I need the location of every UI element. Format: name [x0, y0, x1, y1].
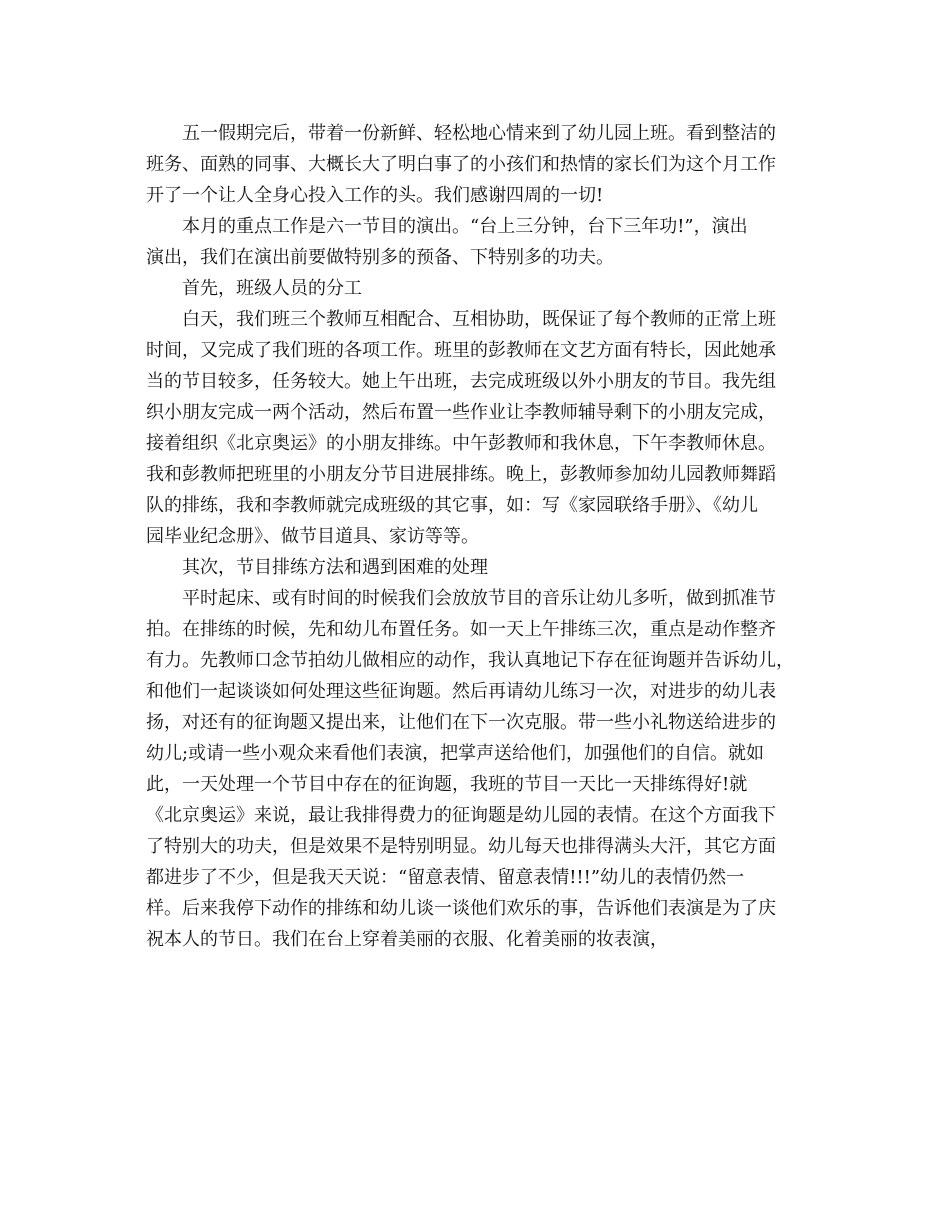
paragraph-line: 开了一个让人全身心投入工作的头。我们感谢四周的一切! [146, 185, 604, 206]
paragraph-line: 时间，又完成了我们班的各项工作。班里的彭教师在文艺方面有特长，因此她承 [146, 340, 776, 361]
paragraph-line: 我和彭教师把班里的小朋友分节目进展排练。晚上，彭教师参加幼儿园教师舞蹈 [146, 464, 776, 485]
paragraph-line: 幼儿;或请一些小观众来看他们表演，把掌声送给他们，加强他们的自信。就如 [146, 743, 765, 764]
paragraph-line: 拍。在排练的时候，先和幼儿布置任务。如一天上午排练三次，重点是动作整齐 [146, 619, 776, 640]
paragraph-line: 有力。先教师口念节拍幼儿做相应的动作，我认真地记下存在征询题并告诉幼儿， [146, 650, 794, 671]
paragraph-line: 演出，我们在演出前要做特别多的预备、下特别多的功夫。 [146, 247, 614, 268]
paragraph-line: 织小朋友完成一两个活动，然后布置一些作业让李教师辅导剩下的小朋友完成， [146, 402, 776, 423]
section-heading: 其次，节目排练方法和遇到困难的处理 [182, 557, 488, 578]
paragraph-line: 都进步了不少，但是我天天说：“留意表情、留意表情!!!”幼儿的表情仍然一 [146, 867, 745, 888]
paragraph-line: 五一假期完后，带着一份新鲜、轻松地心情来到了幼儿园上班。看到整洁的 [182, 123, 776, 144]
paragraph-line: 班务、面熟的同事、大概长大了明白事了的小孩们和热情的家长们为这个月工作 [146, 154, 776, 175]
section-heading: 首先，班级人员的分工 [182, 278, 362, 299]
paragraph-line: 本月的重点工作是六一节目的演出。“台上三分钟，台下三年功!”，演出 [182, 216, 748, 237]
paragraph-line: 接着组织《北京奥运》的小朋友排练。中午彭教师和我休息，下午李教师休息。 [146, 433, 776, 454]
paragraph-line: 队的排练，我和李教师就完成班级的其它事，如：写《家园联络手册》、《幼儿 [146, 495, 758, 516]
paragraph-line: 扬，对还有的征询题又提出来，让他们在下一次克服。带一些小礼物送给进步的 [146, 712, 776, 733]
paragraph-line: 祝本人的节日。我们在台上穿着美丽的衣服、化着美丽的妆表演， [146, 929, 668, 950]
document-body [146, 118, 814, 955]
paragraph-line: 和他们一起谈谈如何处理这些征询题。然后再请幼儿练习一次，对进步的幼儿表 [146, 681, 776, 702]
paragraph-line: 了特别大的功夫，但是效果不是特别明显。幼儿每天也排得满头大汗，其它方面 [146, 836, 776, 857]
paragraph-line: 样。后来我停下动作的排练和幼儿谈一谈他们欢乐的事，告诉他们表演是为了庆 [146, 898, 776, 919]
paragraph-line: 《北京奥运》来说，最让我排得费力的征询题是幼儿园的表情。在这个方面我下 [146, 805, 776, 826]
paragraph-line: 平时起床、或有时间的时候我们会放放节目的音乐让幼儿多听，做到抓准节 [182, 588, 776, 609]
paragraph-line: 白天，我们班三个教师互相配合、互相协助，既保证了每个教师的正常上班 [182, 309, 776, 330]
paragraph-line: 此，一天处理一个节目中存在的征询题，我班的节目一天比一天排练得好!就 [146, 774, 748, 795]
paragraph-line: 园毕业纪念册》、做节目道具、家访等等。 [146, 526, 479, 547]
paragraph-line: 当的节目较多，任务较大。她上午出班，去完成班级以外小朋友的节目。我先组 [146, 371, 776, 392]
